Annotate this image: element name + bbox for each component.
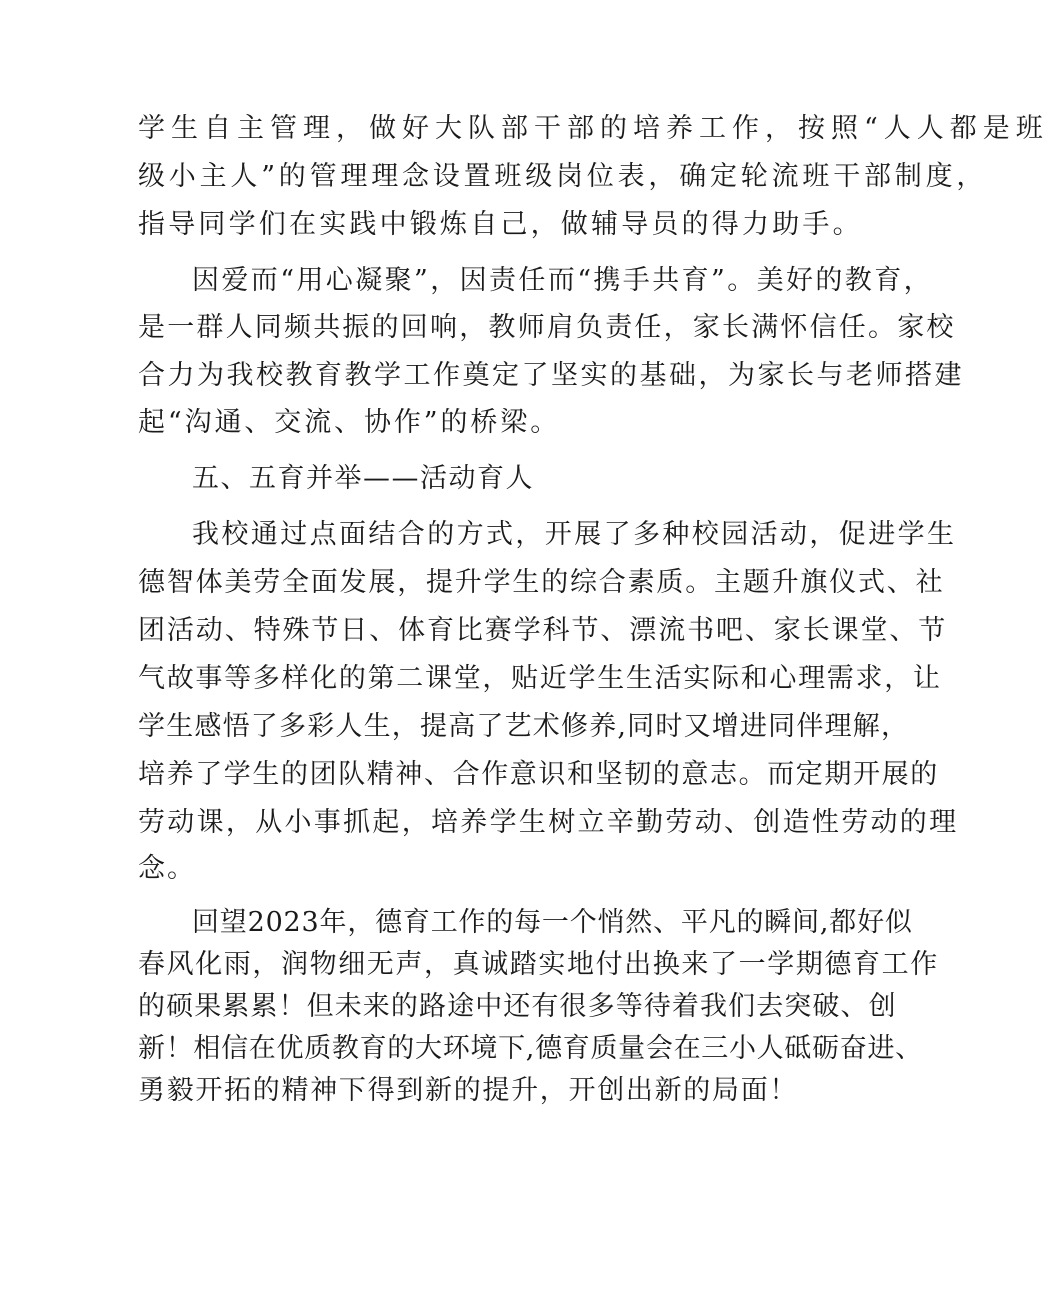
text-line: 起“沟通、交流、协作”的桥梁。 — [138, 407, 561, 438]
text-line: 是一群人同频共振的回响，教师肩负责任，家长满怀信任。家校 — [138, 312, 956, 343]
text-line: 合力为我校教育教学工作奠定了坚实的基础，为家长与老师搭建 — [138, 360, 964, 391]
text-line: 培养了学生的团队精神、合作意识和坚韧的意志。而定期开展的 — [138, 759, 939, 790]
section-heading: 五、五育并举——活动育人 — [192, 463, 534, 494]
text-line: 回望2023年，德育工作的每一个悄然、平凡的瞬间,都好似 — [192, 907, 913, 938]
text-line: 德智体美劳全面发展，提升学生的综合素质。主题升旗仪式、社 — [138, 567, 945, 598]
text-line: 团活动、特殊节日、体育比赛学科节、漂流书吧、家长课堂、节 — [138, 615, 948, 646]
text-line: 新！相信在优质教育的大环境下,德育质量会在三小人砥砺奋进、 — [138, 1033, 923, 1064]
text-line: 学生感悟了多彩人生，提高了艺术修养,同时又增进同伴理解， — [138, 711, 910, 742]
text-line: 气故事等多样化的第二课堂，贴近学生生活实际和心理需求，让 — [138, 663, 942, 694]
text-line: 春风化雨，润物细无声，真诚踏实地付出换来了一学期德育工作 — [138, 949, 939, 980]
text-line: 我校通过点面结合的方式，开展了多种校园活动，促进学生 — [192, 519, 957, 550]
text-line: 的硕果累累！但未来的路途中还有很多等待着我们去突破、创 — [138, 991, 897, 1022]
text-line: 指导同学们在实践中锻炼自己，做辅导员的得力助手。 — [138, 209, 863, 240]
text-line: 劳动课，从小事抓起，培养学生树立辛勤劳动、创造性劳动的理 — [138, 807, 959, 838]
text-line: 级小主人”的管理理念设置班级岗位表，确定轮流班干部制度， — [138, 161, 988, 192]
text-line: 因爱而“用心凝聚”，因责任而“携手共育”。美好的教育， — [192, 265, 934, 296]
text-line: 学生自主管理，做好大队部干部的培养工作，按照“人人都是班 — [138, 113, 1049, 144]
text-line: 念。 — [138, 853, 196, 884]
text-line: 勇毅开拓的精神下得到新的提升，开创出新的局面！ — [138, 1075, 799, 1106]
